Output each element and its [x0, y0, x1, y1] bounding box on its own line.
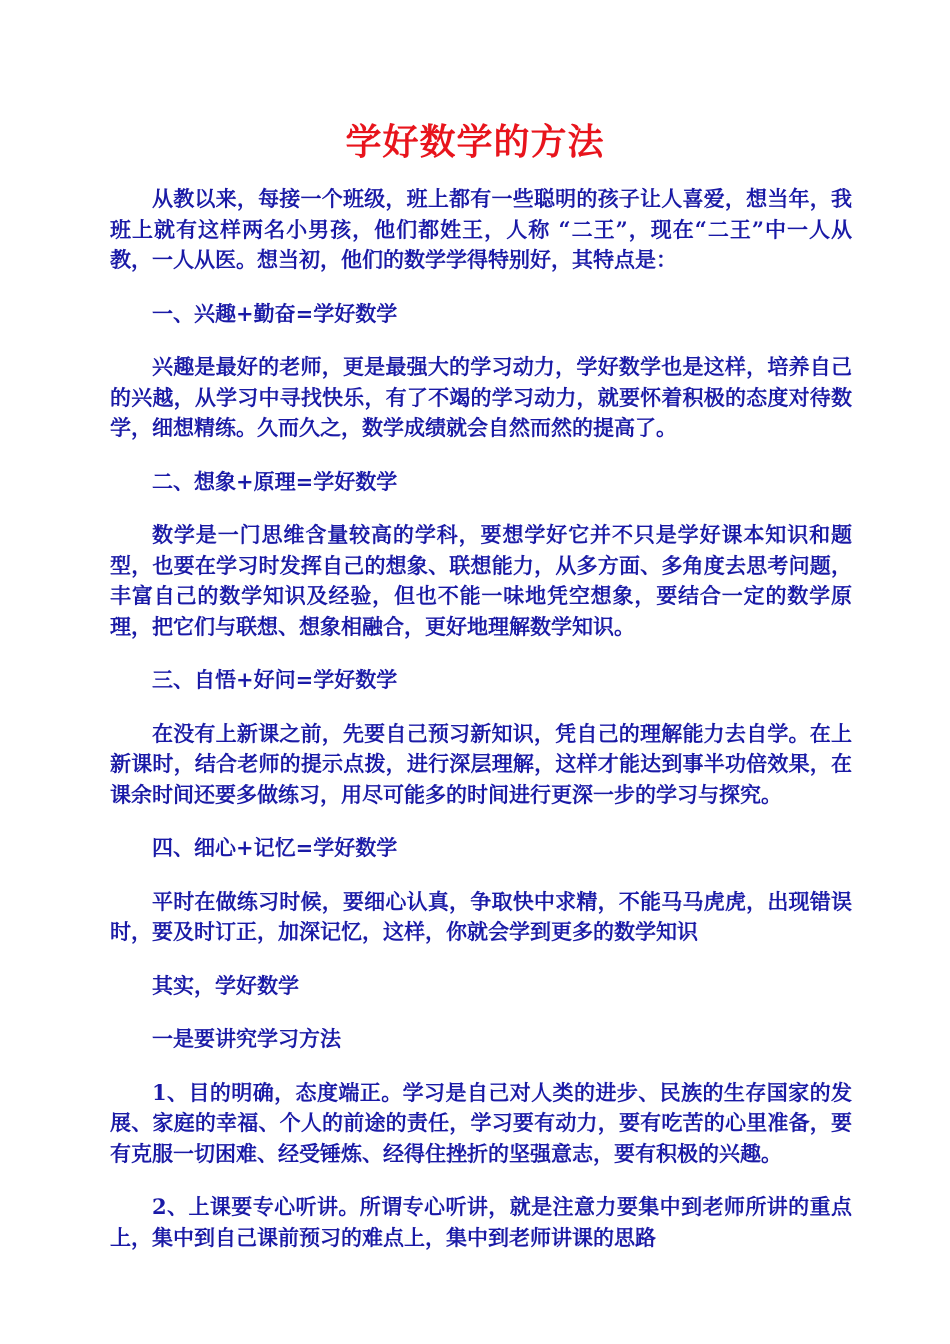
document-body — [110, 184, 852, 1276]
section-heading-self-study: 三、自悟+好问=学好数学 — [152, 667, 398, 692]
intro-paragraph: 从教以来，每接一个班级，班上都有一些聪明的孩子让人喜爱，想当年，我班上就有这样两名小男孩，他们都姓王，人称 “二王”，现在“二王”中一人从教，一人从医。想当初，他们的数学学得特别好，其特点是： — [110, 186, 852, 272]
method-item: 1、目的明确，态度端正。学习是自己对人类的进步、民族的生存国家的发展、家庭的幸福、个人的前途的责任，学习要有动力，要有吃苦的心里准备，要有克服一切困难、经受锤炼、经得住挫折的坚强意志，要有积极的兴趣。 — [110, 1079, 852, 1166]
summary-line: 其实，学好数学 — [152, 972, 299, 998]
section-body-self-study: 在没有上新课之前，先要自己预习新知识，凭自己的理解能力去自学。在上新课时，结合老师的提示点拨，进行深层理解，这样才能达到事半功倍效果，在课余时间还要多做练习，用尽可能多的时间进行更深一步的学习与探究。 — [110, 720, 852, 807]
method-item: 2、上课要专心听讲。所谓专心听讲，就是注意力要集中到老师所讲的重点上，集中到自己课前预习的难点上，集中到老师讲课的思路 — [110, 1194, 852, 1250]
section-body-carefulness: 平时在做练习时候，要细心认真，争取快中求精，不能马马虎虎，出现错误时，要及时订正，加深记忆，这样，你就会学到更多的数学知识 — [110, 888, 852, 944]
section-body-interest: 兴趣是最好的老师，更是最强大的学习动力，学好数学也是这样，培养自己的兴越，从学习中寻找快乐，有了不竭的学习动力，就要怀着积极的态度对待数学，细想精练。久而久之，数学成绩就会自然而然的提高了。 — [110, 354, 852, 440]
section-heading-imagination: 二、想象+原理=学好数学 — [152, 468, 398, 494]
document-title: 学好数学的方法 — [345, 121, 605, 163]
section-heading-interest: 一、兴趣+勤奋=学好数学 — [152, 300, 398, 326]
method-heading: 一是要讲究学习方法 — [152, 1026, 341, 1051]
section-heading-carefulness: 四、细心+记忆=学好数学 — [152, 835, 398, 860]
section-body-imagination: 数学是一门思维含量较高的学科，要想学好它并不只是学好课本知识和题型，也要在学习时发挥自己的想象、联想能力，从多方面、多角度去思考问题，丰富自己的数学知识及经验，但也不能一味地凭空想象，要结合一定的数学原理，把它们与联想、想象相融合，更好地理解数学知识。 — [110, 522, 852, 639]
